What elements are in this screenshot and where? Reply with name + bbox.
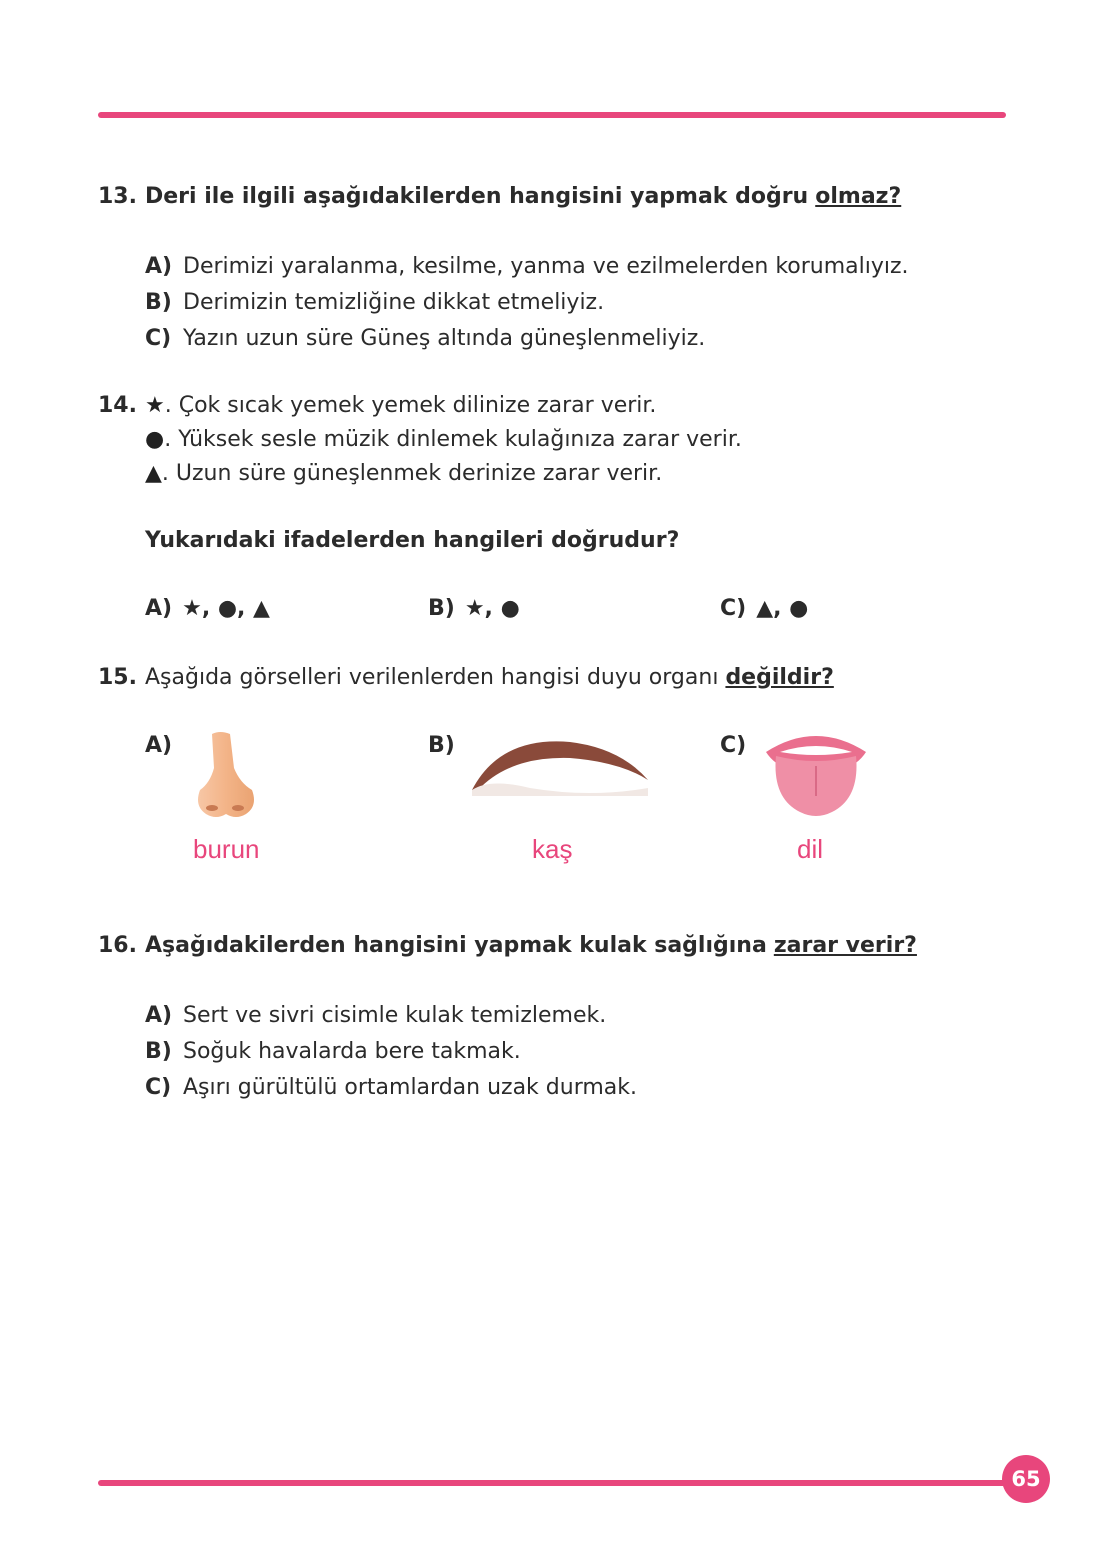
question-number: 14. xyxy=(98,393,137,418)
nose-icon xyxy=(190,728,260,823)
q16-option-a[interactable] xyxy=(145,1001,606,1031)
q16-option-c[interactable] xyxy=(145,1073,637,1103)
eyebrow-icon xyxy=(470,728,650,798)
q15-choice-c[interactable] xyxy=(720,731,756,761)
question-number: 13. xyxy=(98,184,137,209)
option-letter: C) xyxy=(145,326,172,351)
question-14-statement-2 xyxy=(145,425,742,455)
tongue-icon xyxy=(762,726,870,818)
q13-option-a[interactable] xyxy=(145,252,909,282)
option-letter: B) xyxy=(145,1039,172,1064)
question-emphasis: olmaz? xyxy=(815,184,902,209)
caption-dil: dil xyxy=(797,834,824,864)
top-divider xyxy=(98,112,1006,118)
statement-text: . Çok sıcak yemek yemek dilinize zarar verir. xyxy=(164,393,657,418)
choice-letter: A) xyxy=(145,596,173,621)
choice-text: ★, ● xyxy=(464,596,520,621)
question-emphasis: zarar verir? xyxy=(773,933,917,958)
choice-letter: C) xyxy=(720,733,747,758)
option-text: Aşırı gürültülü ortamlardan uzak durmak. xyxy=(183,1075,637,1100)
choice-text: ▲, ● xyxy=(756,596,809,621)
q14-choice-c[interactable] xyxy=(720,594,808,624)
choice-letter: B) xyxy=(428,733,455,758)
choice-letter: C) xyxy=(720,596,747,621)
q14-choice-a[interactable] xyxy=(145,594,270,624)
option-letter: A) xyxy=(145,254,173,279)
question-13-stem xyxy=(98,182,901,212)
caption-kas: kaş xyxy=(532,834,573,864)
question-14-prompt: Yukarıdaki ifadelerden hangileri doğrudur? xyxy=(145,528,680,553)
q16-option-b[interactable] xyxy=(145,1037,521,1067)
question-number: 16. xyxy=(98,933,137,958)
star-icon: ★ xyxy=(145,393,165,418)
caption-burun: burun xyxy=(193,834,260,864)
option-letter: A) xyxy=(145,1003,173,1028)
bottom-divider xyxy=(98,1480,1008,1486)
option-text: Sert ve sivri cisimle kulak temizlemek. xyxy=(183,1003,607,1028)
question-15-stem xyxy=(98,663,834,693)
q13-option-b[interactable] xyxy=(145,288,604,318)
statement-text: . Uzun süre güneşlenmek derinize zarar verir. xyxy=(161,461,663,486)
page-number-badge: 65 xyxy=(1002,1455,1050,1503)
question-16-stem xyxy=(98,931,917,961)
question-text: Aşağıdakilerden hangisini yapmak kulak sağlığına xyxy=(145,933,767,958)
triangle-icon: ▲ xyxy=(145,461,162,486)
option-text: Derimizin temizliğine dikkat etmeliyiz. xyxy=(183,290,605,315)
statement-text: . Yüksek sesle müzik dinlemek kulağınıza zarar verir. xyxy=(164,427,742,452)
q14-choice-b[interactable] xyxy=(428,594,520,624)
q13-option-c[interactable] xyxy=(145,324,705,354)
option-text: Soğuk havalarda bere takmak. xyxy=(183,1039,521,1064)
circle-icon: ● xyxy=(145,427,165,452)
choice-letter: B) xyxy=(428,596,455,621)
option-letter: B) xyxy=(145,290,172,315)
choice-letter: A) xyxy=(145,733,173,758)
question-text: Aşağıda görselleri verilenlerden hangisi duyu organı xyxy=(145,665,719,690)
question-14-statement-3 xyxy=(145,459,662,489)
q15-choice-a[interactable] xyxy=(145,731,182,761)
option-letter: C) xyxy=(145,1075,172,1100)
option-text: Derimizi yaralanma, kesilme, yanma ve ezilmelerden korumalıyız. xyxy=(183,254,909,279)
option-text: Yazın uzun süre Güneş altında güneşlenmeliyiz. xyxy=(183,326,706,351)
q15-choice-b[interactable] xyxy=(428,731,465,761)
choice-text: ★, ●, ▲ xyxy=(182,596,270,621)
question-number: 15. xyxy=(98,665,137,690)
question-emphasis: değildir? xyxy=(725,665,834,690)
question-text: Deri ile ilgili aşağıdakilerden hangisini yapmak doğru xyxy=(145,184,809,209)
question-14-statement-1 xyxy=(98,391,656,421)
